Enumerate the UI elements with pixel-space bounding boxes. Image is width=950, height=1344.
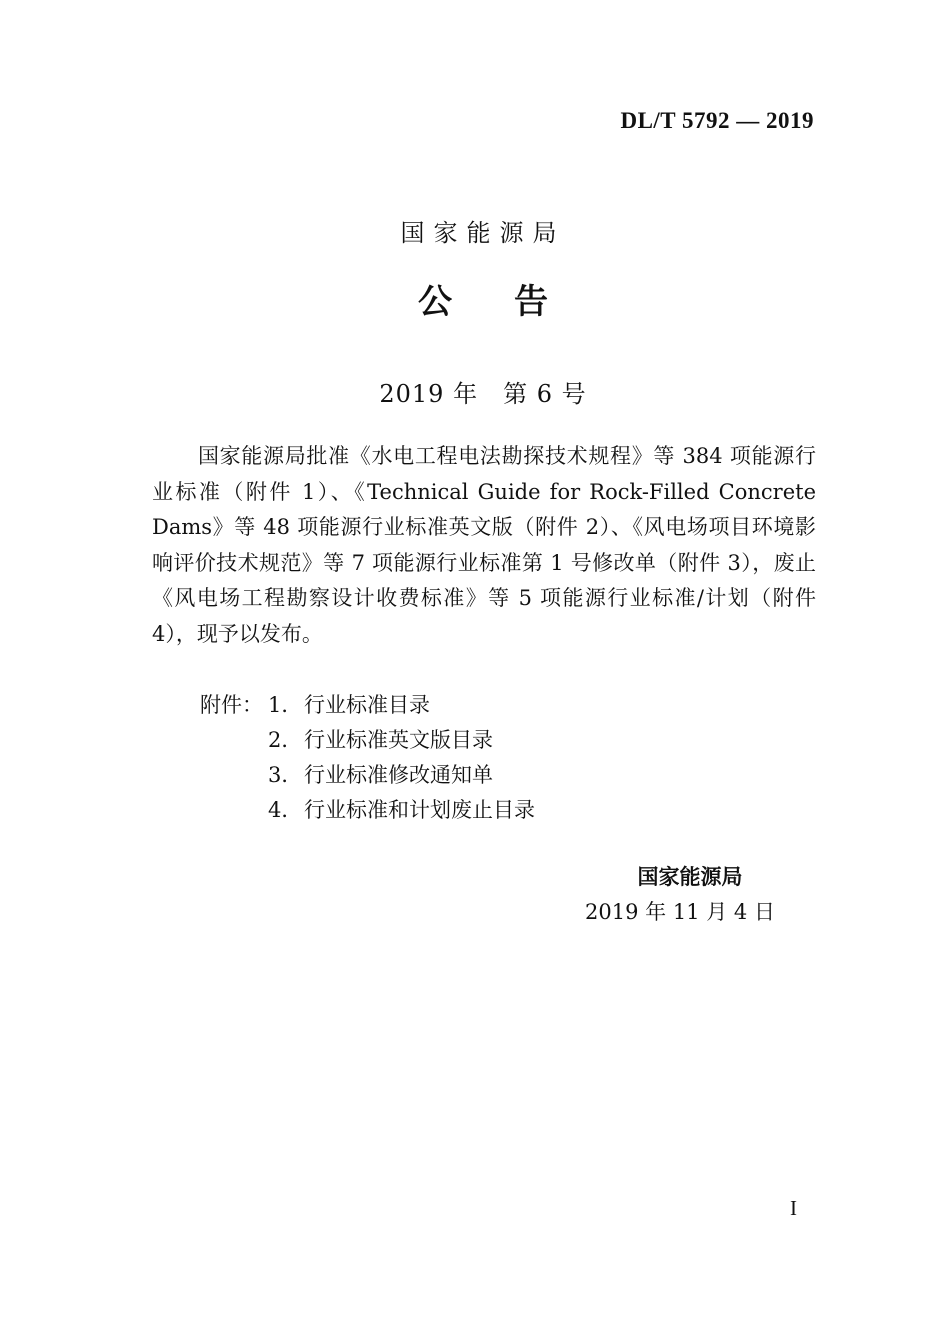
attachment-item xyxy=(200,688,535,723)
attachments-label: 附件： xyxy=(200,693,263,717)
attachment-title: 行业标准和计划废止目录 xyxy=(304,798,535,822)
attachment-number: 4． xyxy=(268,798,303,822)
notice-body: 国家能源局批准《水电工程电法勘探技术规程》等 384 项能源行业标准（附件 1）、《Technical Guide for Rock-Filled Concrete Dams》等 48 项能源行业标准英文版（附件 2）、《风电场项目环境影响评价技术规范》等 7 项能源行业标准第 1 号修改单（附件 3），废止《风电场工程勘察设计收费标准》等 5 项能源行业标准/计划（附件 4），现予以发布。 xyxy=(152,444,816,646)
signature-organization: 国家能源局 xyxy=(637,865,743,889)
attachment-title: 行业标准目录 xyxy=(304,693,430,717)
notice-number: 2019 年 第 6 号 xyxy=(379,380,587,408)
attachment-number: 3． xyxy=(268,763,303,787)
page-number: I xyxy=(790,1196,797,1220)
attachment-item xyxy=(200,793,535,828)
attachment-number: 2． xyxy=(268,728,303,752)
notice-title: 公告 xyxy=(418,282,610,322)
issuer-name: 国家能源局 xyxy=(400,219,566,247)
standard-code: DL/T 5792 — 2019 xyxy=(620,108,814,133)
attachment-title: 行业标准英文版目录 xyxy=(304,728,493,752)
attachments-list xyxy=(200,688,535,828)
attachment-item xyxy=(200,758,535,793)
attachment-item xyxy=(200,723,535,758)
attachment-number: 1． xyxy=(268,693,303,717)
signature-date: 2019 年 11 月 4 日 xyxy=(585,900,775,924)
attachment-title: 行业标准修改通知单 xyxy=(304,763,493,787)
signature-block xyxy=(560,860,800,930)
